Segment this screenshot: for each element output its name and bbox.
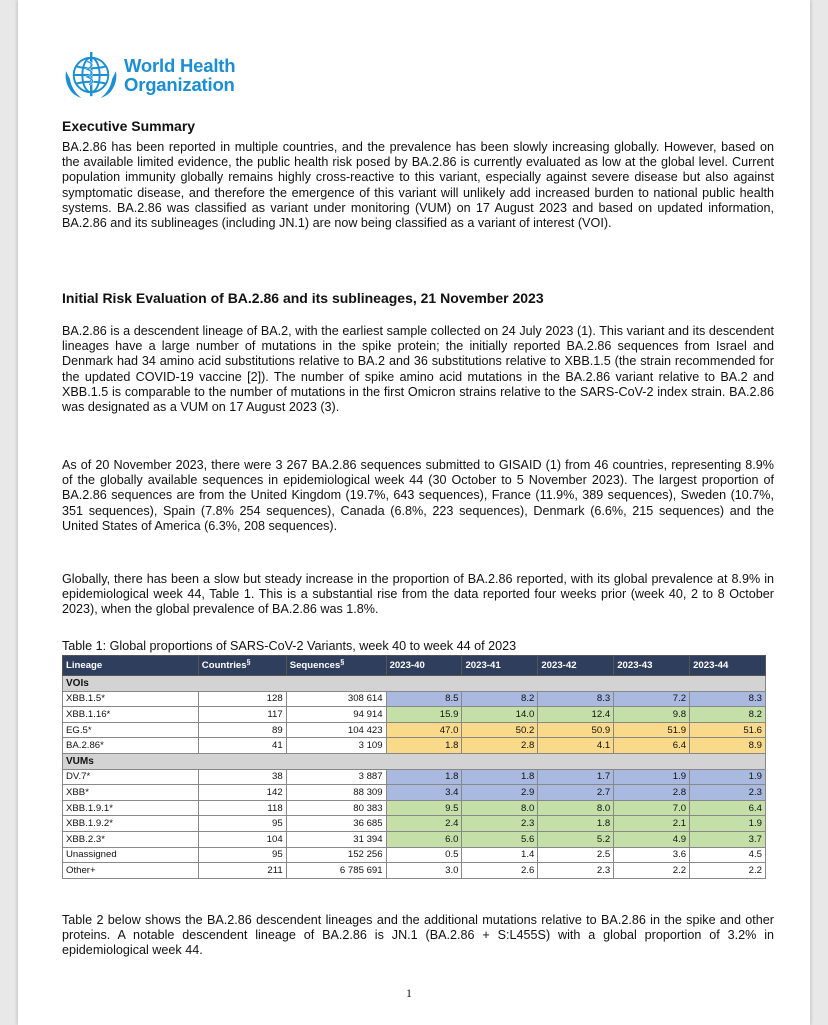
exec-summary-text: BA.2.86 has been reported in multiple countries, and the prevalence has been slowly increasing globally. However, based on the available limited evidence, the public health risk posed by BA.2.86 is currently evaluated as low at the global level. Current population immunity globally remains highly cross-reactive to this variant, especially against severe disease but also against symptomatic disease, and therefore the emergence of this variant will unlikely add increased burden to national public health systems. BA.2.86 was classified as variant under monitoring (VUM) on 17 August 2023 and based on updated information, BA.2.86 and its sublineages (including JN.1) are now being classified as a variant of interest (VOI). xyxy=(62,140,774,231)
cell-week-40: 2.4 xyxy=(386,816,462,832)
cell-week-44: 6.4 xyxy=(690,800,766,816)
cell-week-41: 1.8 xyxy=(462,769,538,785)
cell-countries: 38 xyxy=(198,769,286,785)
cell-week-43: 7.2 xyxy=(614,691,690,707)
cell-week-43: 4.9 xyxy=(614,831,690,847)
cell-week-42: 8.3 xyxy=(538,691,614,707)
closing-paragraph: Table 2 below shows the BA.2.86 descendent lineages and the additional mutations relative to BA.2.86 in the spike and other proteins. A notable descendent lineage of BA.2.86 is JN.1 (BA.2.86 + S:L455S) with a global proportion of 3.2% in epidemiological week 44. xyxy=(62,913,774,958)
cell-week-44: 1.9 xyxy=(690,769,766,785)
cell-week-42: 12.4 xyxy=(538,707,614,723)
group-label: VOIs xyxy=(63,676,766,692)
cell-lineage: Unassigned xyxy=(63,847,199,863)
cell-week-40: 6.0 xyxy=(386,831,462,847)
cell-week-41: 2.6 xyxy=(462,863,538,879)
table-row xyxy=(63,831,766,847)
cell-sequences: 31 394 xyxy=(286,831,386,847)
cell-sequences: 152 256 xyxy=(286,847,386,863)
cell-countries: 95 xyxy=(198,816,286,832)
document-page xyxy=(18,0,810,1025)
variants-table xyxy=(62,655,766,879)
table-header-row xyxy=(63,656,766,676)
cell-week-40: 1.8 xyxy=(386,738,462,754)
cell-sequences: 36 685 xyxy=(286,816,386,832)
cell-week-43: 7.0 xyxy=(614,800,690,816)
table-row xyxy=(63,800,766,816)
cell-lineage: XBB.1.5* xyxy=(63,691,199,707)
cell-lineage: XBB.1.9.2* xyxy=(63,816,199,832)
cell-week-40: 47.0 xyxy=(386,722,462,738)
table-group-row xyxy=(63,753,766,769)
cell-week-42: 2.5 xyxy=(538,847,614,863)
cell-week-40: 8.5 xyxy=(386,691,462,707)
cell-week-43: 2.1 xyxy=(614,816,690,832)
table-row xyxy=(63,863,766,879)
cell-lineage: XBB* xyxy=(63,785,199,801)
cell-countries: 118 xyxy=(198,800,286,816)
cell-lineage: XBB.1.9.1* xyxy=(63,800,199,816)
cell-lineage: XBB.1.16* xyxy=(63,707,199,723)
cell-week-44: 3.7 xyxy=(690,831,766,847)
cell-week-44: 4.5 xyxy=(690,847,766,863)
cell-week-41: 2.9 xyxy=(462,785,538,801)
cell-week-42: 50.9 xyxy=(538,722,614,738)
cell-countries: 89 xyxy=(198,722,286,738)
table-body xyxy=(63,676,766,879)
header-week-40: 2023-40 xyxy=(386,656,462,676)
cell-week-40: 15.9 xyxy=(386,707,462,723)
header-sequences-label: Sequences xyxy=(289,660,341,672)
cell-week-44: 2.3 xyxy=(690,785,766,801)
cell-week-44: 8.9 xyxy=(690,738,766,754)
cell-sequences: 104 423 xyxy=(286,722,386,738)
table-group-row xyxy=(63,676,766,692)
cell-week-44: 8.3 xyxy=(690,691,766,707)
cell-countries: 95 xyxy=(198,847,286,863)
cell-countries: 128 xyxy=(198,691,286,707)
org-name xyxy=(124,56,235,94)
header-sequences-sup: § xyxy=(340,659,345,667)
risk-eval-paragraph-3: Globally, there has been a slow but steady increase in the proportion of BA.2.86 reported, with its global prevalence at 8.9% in epidemiological week 44, Table 1. This is a substantial rise from the data reported four weeks prior (week 40, 2 to 8 October 2023), when the global prevalence of BA.2.86 was 1.8%. xyxy=(62,572,774,617)
risk-eval-paragraph-2: As of 20 November 2023, there were 3 267 BA.2.86 sequences submitted to GISAID (1) from 46 countries, representing 8.9% of the globally available sequences in epidemiological week 44 (30 October to 5 November 2023). The largest proportion of BA.2.86 sequences are from the United Kingdom (19.7%, 643 sequences), France (11.9%, 389 sequences), Sweden (10.7%, 351 sequences), Spain (7.8% 254 sequences), Canada (6.8%, 223 sequences), Denmark (6.6%, 215 sequences) and the United States of America (6.3%, 208 sequences). xyxy=(62,458,774,533)
cell-sequences: 3 109 xyxy=(286,738,386,754)
cell-sequences: 3 887 xyxy=(286,769,386,785)
cell-week-43: 3.6 xyxy=(614,847,690,863)
risk-eval-paragraph-1: BA.2.86 is a descendent lineage of BA.2, with the earliest sample collected on 24 July 2023 (1). This variant and its descendent lineages have a large number of mutations in the spike protein; the initially reported BA.2.86 sequences from Israel and Denmark had 34 amino acid substitutions relative to BA.2 and 36 substitutions relative to XBB.1.5 (the strain recommended for the updated COVID-19 vaccine [2]). The number of spike amino acid mutations in the BA.2.86 variant relative to BA.2 and XBB.1.5 is comparable to the number of mutations in the first Omicron strains relative to the SARS-CoV-2 index strain. BA.2.86 was designated as a VUM on 17 August 2023 (3). xyxy=(62,324,774,415)
cell-sequences: 88 309 xyxy=(286,785,386,801)
page-number: 1 xyxy=(406,986,412,1000)
risk-eval-title: Initial Risk Evaluation of BA.2.86 and its sublineages, 21 November 2023 xyxy=(62,290,544,306)
table-row xyxy=(63,785,766,801)
cell-week-41: 14.0 xyxy=(462,707,538,723)
header-lineage: Lineage xyxy=(63,656,199,676)
table-row xyxy=(63,847,766,863)
cell-lineage: DV.7* xyxy=(63,769,199,785)
cell-lineage: BA.2.86* xyxy=(63,738,199,754)
header-countries xyxy=(198,656,286,676)
cell-week-44: 2.2 xyxy=(690,863,766,879)
header-week-44: 2023-44 xyxy=(690,656,766,676)
cell-week-42: 8.0 xyxy=(538,800,614,816)
cell-week-42: 1.8 xyxy=(538,816,614,832)
header-week-42: 2023-42 xyxy=(538,656,614,676)
cell-week-40: 9.5 xyxy=(386,800,462,816)
cell-week-42: 4.1 xyxy=(538,738,614,754)
cell-week-41: 50.2 xyxy=(462,722,538,738)
cell-week-43: 2.2 xyxy=(614,863,690,879)
cell-lineage: XBB.2.3* xyxy=(63,831,199,847)
cell-week-42: 1.7 xyxy=(538,769,614,785)
exec-summary-title: Executive Summary xyxy=(62,118,196,134)
cell-week-42: 2.3 xyxy=(538,863,614,879)
cell-countries: 41 xyxy=(198,738,286,754)
cell-week-43: 51.9 xyxy=(614,722,690,738)
who-logo xyxy=(62,50,235,100)
cell-week-40: 3.0 xyxy=(386,863,462,879)
org-name-line2: Organization xyxy=(124,74,235,95)
cell-week-40: 3.4 xyxy=(386,785,462,801)
org-name-line1: World Health xyxy=(124,55,236,76)
cell-countries: 117 xyxy=(198,707,286,723)
cell-countries: 211 xyxy=(198,863,286,879)
cell-week-41: 2.8 xyxy=(462,738,538,754)
table1-caption: Table 1: Global proportions of SARS-CoV-2 Variants, week 40 to week 44 of 2023 xyxy=(62,639,517,653)
cell-lineage: Other+ xyxy=(63,863,199,879)
table-row xyxy=(63,769,766,785)
cell-week-41: 2.3 xyxy=(462,816,538,832)
cell-week-43: 2.8 xyxy=(614,785,690,801)
table-row xyxy=(63,722,766,738)
cell-sequences: 6 785 691 xyxy=(286,863,386,879)
cell-week-40: 1.8 xyxy=(386,769,462,785)
table-row xyxy=(63,816,766,832)
cell-week-44: 8.2 xyxy=(690,707,766,723)
cell-sequences: 80 383 xyxy=(286,800,386,816)
group-label: VUMs xyxy=(63,753,766,769)
header-countries-label: Countries xyxy=(201,660,247,672)
table-row xyxy=(63,707,766,723)
cell-week-44: 51.6 xyxy=(690,722,766,738)
header-sequences xyxy=(286,656,386,676)
cell-week-41: 8.2 xyxy=(462,691,538,707)
cell-countries: 104 xyxy=(198,831,286,847)
header-countries-sup: § xyxy=(246,659,251,667)
who-emblem-icon xyxy=(62,50,120,100)
cell-sequences: 94 914 xyxy=(286,707,386,723)
cell-countries: 142 xyxy=(198,785,286,801)
cell-lineage: EG.5* xyxy=(63,722,199,738)
header-week-41: 2023-41 xyxy=(462,656,538,676)
cell-week-43: 6.4 xyxy=(614,738,690,754)
cell-week-43: 1.9 xyxy=(614,769,690,785)
cell-week-43: 9.8 xyxy=(614,707,690,723)
table-row xyxy=(63,738,766,754)
table-row xyxy=(63,691,766,707)
cell-week-42: 2.7 xyxy=(538,785,614,801)
cell-week-41: 1.4 xyxy=(462,847,538,863)
cell-week-44: 1.9 xyxy=(690,816,766,832)
cell-sequences: 308 614 xyxy=(286,691,386,707)
cell-week-41: 5.6 xyxy=(462,831,538,847)
header-week-43: 2023-43 xyxy=(614,656,690,676)
cell-week-42: 5.2 xyxy=(538,831,614,847)
cell-week-40: 0.5 xyxy=(386,847,462,863)
cell-week-41: 8.0 xyxy=(462,800,538,816)
